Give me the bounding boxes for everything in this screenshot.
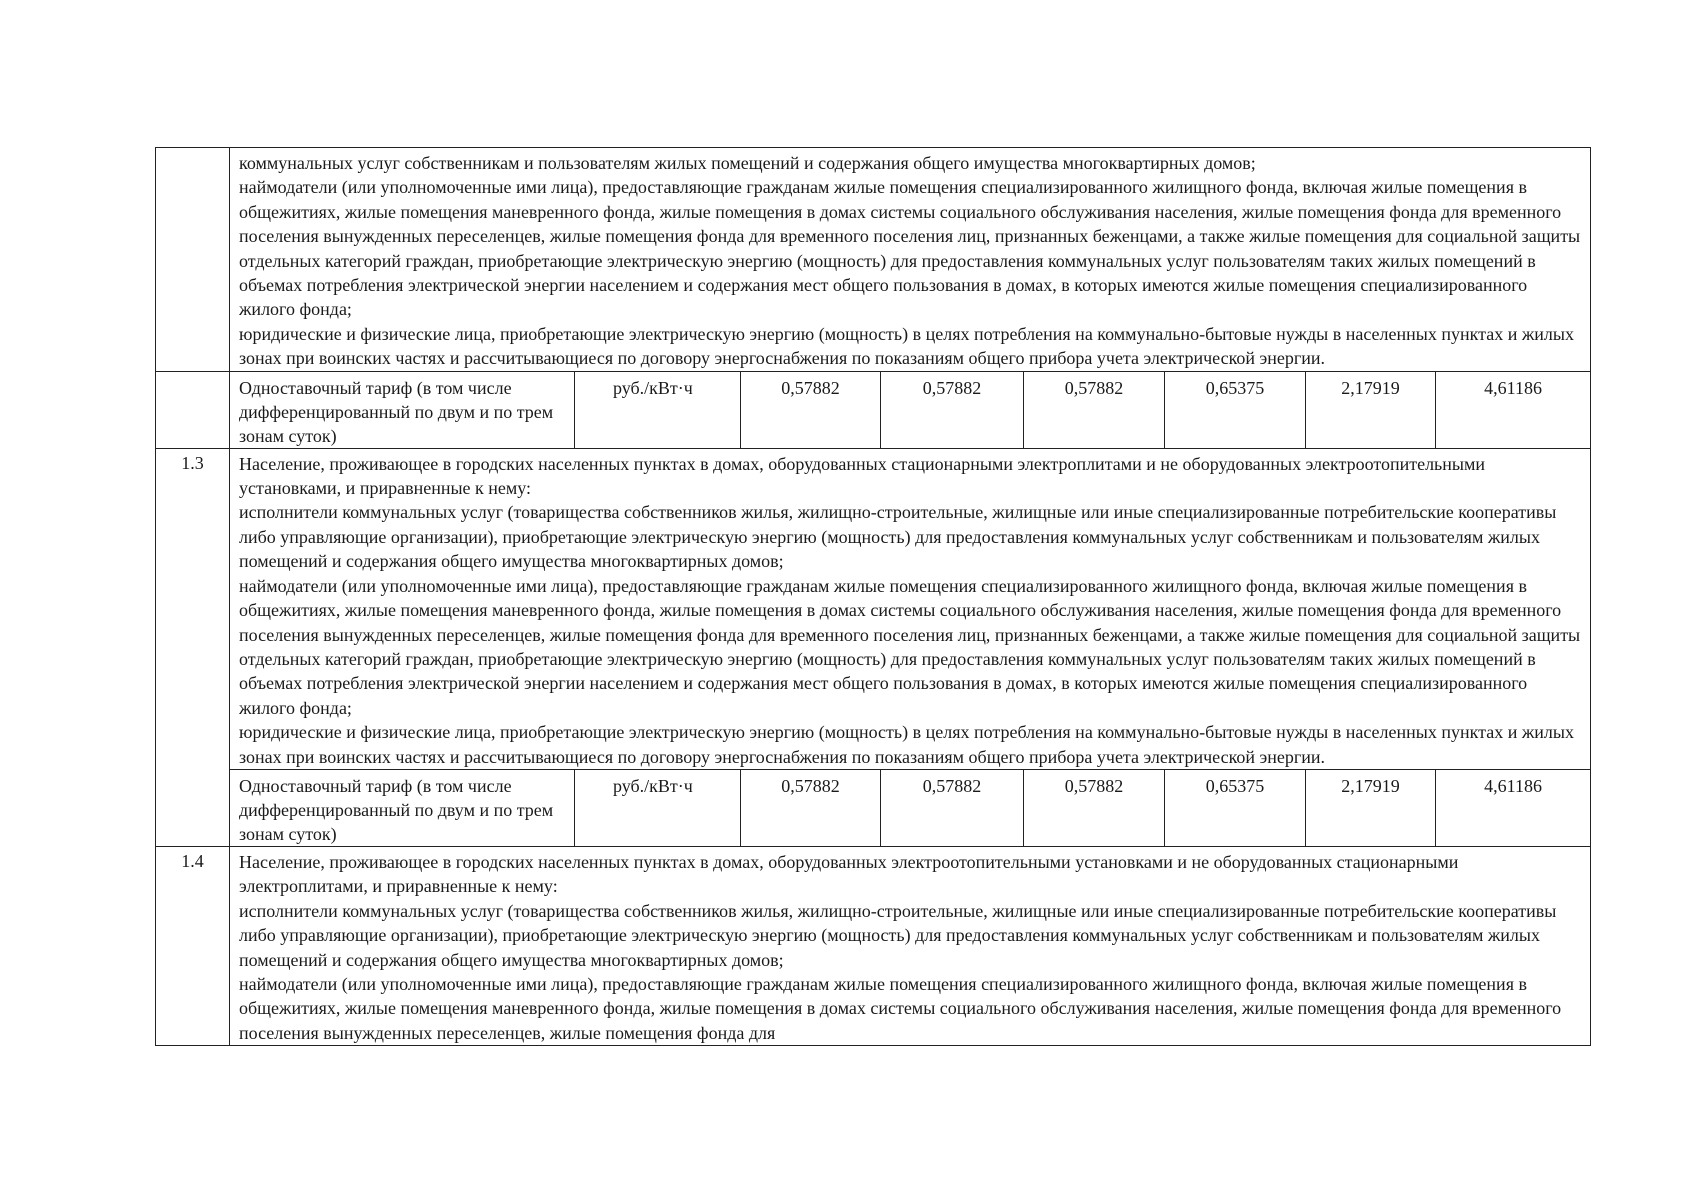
paragraph: наймодатели (или уполномоченные ими лица), предоставляющие гражданам жилые помещения специализированного жилищного фонда, включая жилые помещения в общежитиях, жилые помещения маневренного фонда, жилые помещения в домах системы социального обслуживания населения, жилые помещения фонда для временного поселения вынужденных переселенцев, жилые помещения фонда для временного поселения лиц, признанных беженцами, а также жилые помещения для социальной защиты отдельных категорий граждан, приобретающие электрическую энергию (мощность) для предоставления коммунальных услуг пользователям таких жилых помещений в объемах потребления электрической энергии населением и содержания мест общего пользования в домах, в которых имеются жилые помещения специализированного жилого фонда;: [239, 575, 1581, 718]
section-description: [230, 448, 1591, 769]
tariff-value: 4,61186: [1436, 769, 1591, 846]
tariff-value: 0,57882: [1024, 769, 1165, 846]
tariff-value: 2,17919: [1306, 769, 1436, 846]
paragraph: юридические и физические лица, приобретающие электрическую энергию (мощность) в целях потребления на коммунально-бытовые нужды в населенных пунктах и жилых зонах при воинских частях и рассчитывающиеся по договору энергоснабжения по показаниям общего прибора учета электрической энергии.: [239, 722, 1574, 767]
paragraph: наймодатели (или уполномоченные ими лица), предоставляющие гражданам жилые помещения специализированного жилищного фонда, включая жилые помещения в общежитиях, жилые помещения маневренного фонда, жилые помещения в домах системы социального обслуживания населения, жилые помещения фонда для временного поселения вынужденных переселенцев, жилые помещения фонда для временного поселения лиц, признанных беженцами, а также жилые помещения для социальной защиты отдельных категорий граждан, приобретающие электрическую энергию (мощность) для предоставления коммунальных услуг пользователям таких жилых помещений в объемах потребления электрической энергии населением и содержания мест общего пользования в домах, в которых имеются жилые помещения специализированного жилого фонда;: [239, 177, 1581, 320]
paragraph: наймодатели (или уполномоченные ими лица), предоставляющие гражданам жилые помещения специализированного жилищного фонда, включая жилые помещения в общежитиях, жилые помещения маневренного фонда, жилые помещения в домах системы социального обслуживания населения, жилые помещения фонда для временного поселения вынужденных переселенцев, жилые помещения фонда для: [239, 973, 1562, 1043]
paragraph: юридические и физические лица, приобретающие электрическую энергию (мощность) в целях потребления на коммунально-бытовые нужды в населенных пунктах и жилых зонах при воинских частях и рассчитывающиеся по договору энергоснабжения по показаниям общего прибора учета электрической энергии.: [239, 323, 1574, 369]
tariff-value: 0,57882: [1024, 371, 1165, 448]
tariff-value: 4,61186: [1436, 371, 1591, 448]
section-number-cell: [156, 371, 230, 448]
section-number-cell: [156, 148, 230, 372]
tariff-value: 0,57882: [741, 371, 881, 448]
tariff-units: руб./кВт·ч: [575, 769, 741, 846]
section-number: 1.3: [156, 448, 230, 846]
tariff-row: [156, 769, 1591, 846]
section-number: 1.4: [156, 846, 230, 1045]
tariff-table-page: [155, 147, 1590, 1046]
tariff-value: 0,57882: [881, 371, 1024, 448]
tariff-value: 0,65375: [1165, 371, 1306, 448]
section-description: [230, 846, 1591, 1045]
tariff-value: 0,57882: [881, 769, 1024, 846]
section-row-1-3: [156, 448, 1591, 769]
paragraph: Население, проживающее в городских населенных пунктах в домах, оборудованных электроотопительными установками и не оборудованных стационарными электроплитами, и приравненные к нему:: [239, 851, 1459, 897]
tariff-label: Одноставочный тариф (в том числе дифференцированный по двум и по трем зонам суток): [230, 769, 575, 846]
continuation-row: [156, 148, 1591, 372]
paragraph: коммунальных услуг собственникам и пользователям жилых помещений и содержания общего имущества многоквартирных домов;: [239, 153, 1256, 173]
paragraph: исполнители коммунальных услуг (товарищества собственников жилья, жилищно-строительные, жилищные или иные специализированные потребительские кооперативы либо управляющие организации), приобретающие электрическую энергию (мощность) для предоставления коммунальных услуг собственникам и пользователям жилых помещений и содержания общего имущества многоквартирных домов;: [239, 502, 1557, 572]
tariff-value: 0,57882: [741, 769, 881, 846]
tariff-units: руб./кВт·ч: [575, 371, 741, 448]
tariff-table: [155, 147, 1591, 1046]
tariff-row: [156, 371, 1591, 448]
section-description: [230, 148, 1591, 372]
tariff-label: Одноставочный тариф (в том числе дифференцированный по двум и по трем зонам суток): [230, 371, 575, 448]
paragraph: исполнители коммунальных услуг (товарищества собственников жилья, жилищно-строительные, жилищные или иные специализированные потребительские кооперативы либо управляющие организации), приобретающие электрическую энергию (мощность) для предоставления коммунальных услуг собственникам и пользователям жилых помещений и содержания общего имущества многоквартирных домов;: [239, 900, 1557, 970]
paragraph: Население, проживающее в городских населенных пунктах в домах, оборудованных стационарными электроплитами и не оборудованных электроотопительными установками, и приравненные к нему:: [239, 453, 1486, 499]
tariff-value: 0,65375: [1165, 769, 1306, 846]
section-row-1-4: [156, 846, 1591, 1045]
tariff-value: 2,17919: [1306, 371, 1436, 448]
